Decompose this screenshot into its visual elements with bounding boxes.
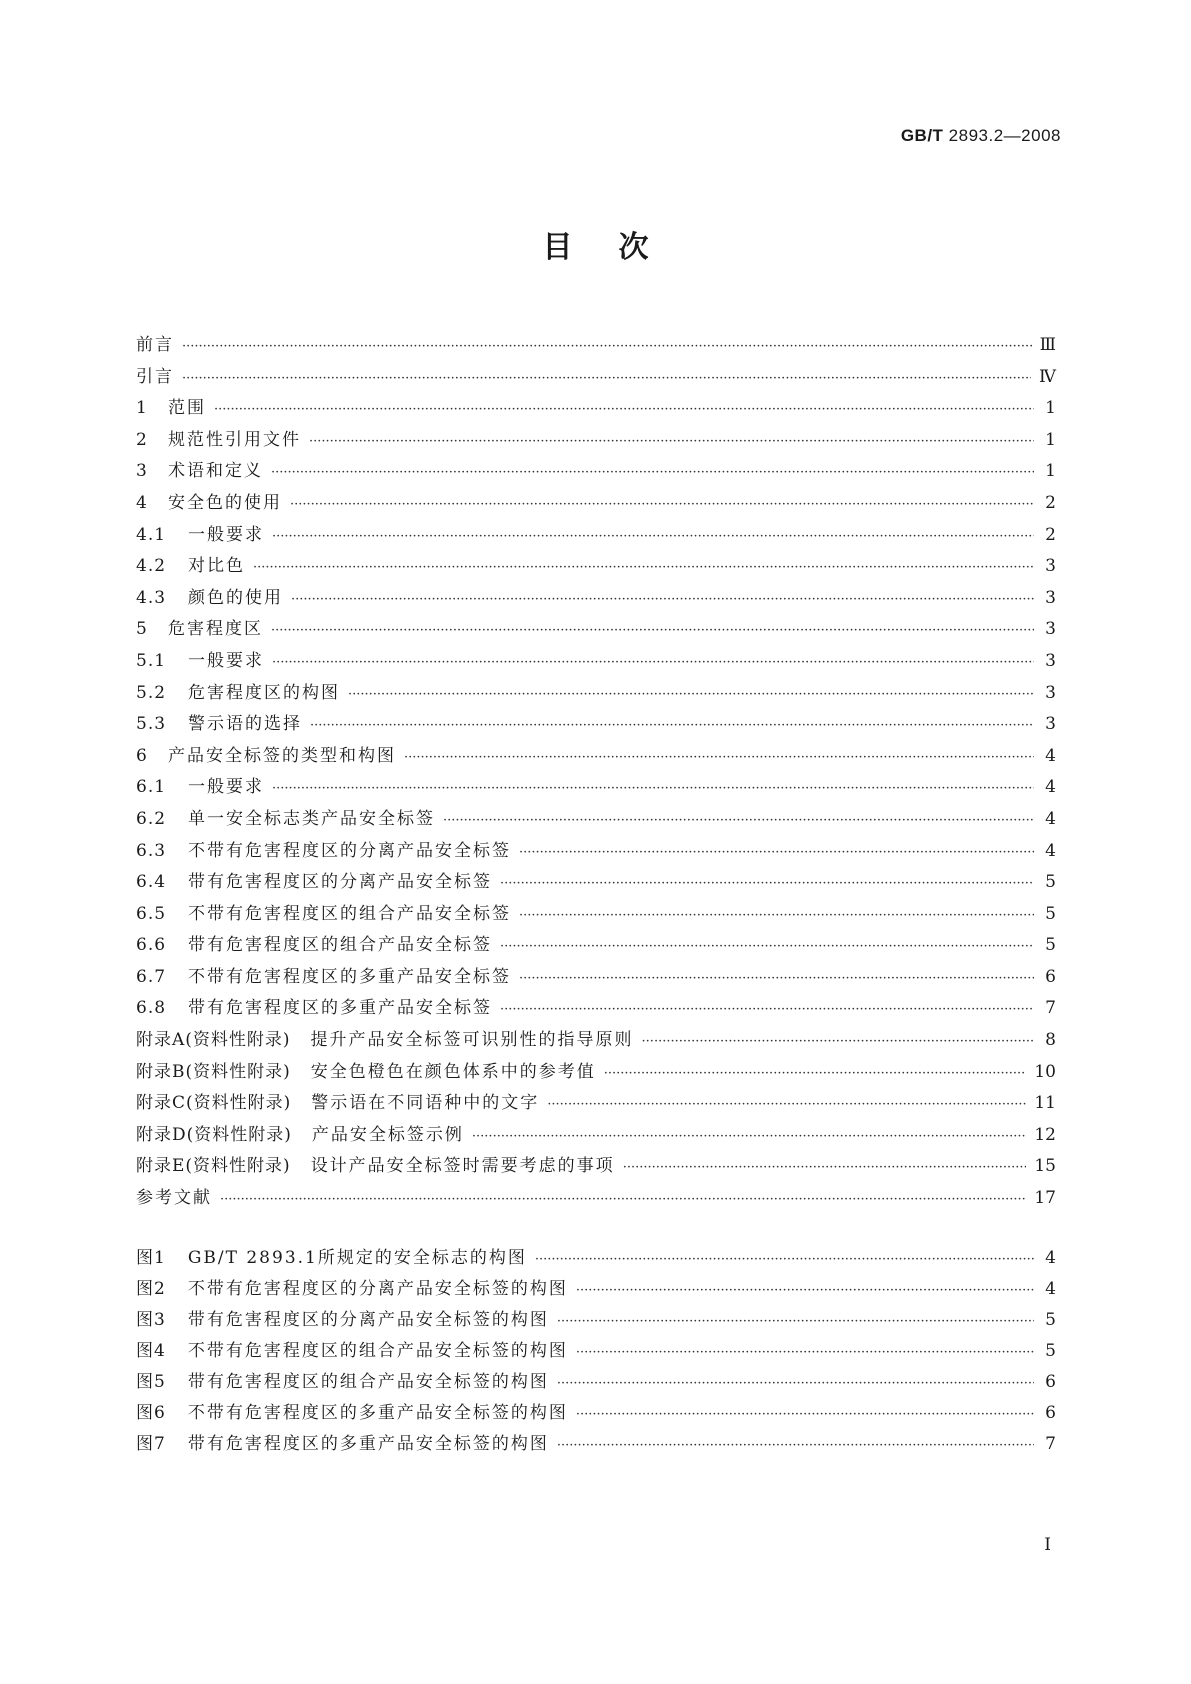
entry-number: 2 <box>136 429 148 450</box>
dot-leader <box>535 1252 1034 1267</box>
figure-entry[interactable] <box>136 1274 1056 1305</box>
entry-number: 图3 <box>136 1310 166 1330</box>
entry-title: 颜色的使用 <box>188 587 283 608</box>
entry-title: GB/T 2893.1所规定的安全标志的构图 <box>187 1248 527 1268</box>
figure-entry[interactable] <box>136 1305 1056 1336</box>
entry-number: 6 <box>136 745 148 766</box>
entry-title: 产品安全标签的类型和构图 <box>168 745 396 766</box>
entry-page-number: 15 <box>1034 1156 1056 1177</box>
entry-number: 图1 <box>136 1248 166 1268</box>
entry-title: 危害程度区的构图 <box>188 682 340 703</box>
entry-title: 对比色 <box>188 556 245 577</box>
toc-entry[interactable] <box>136 646 1056 678</box>
entry-page-number: 4 <box>1045 745 1056 766</box>
toc-entry[interactable] <box>136 993 1056 1025</box>
entry-number: 6.3 <box>136 840 167 861</box>
entry-title: 不带有危害程度区的分离产品安全标签 <box>188 840 511 861</box>
entry-title: 一般要求 <box>188 777 264 798</box>
entry-page-number: 3 <box>1045 556 1056 577</box>
dot-leader <box>348 687 1034 702</box>
entry-number: 图4 <box>136 1341 166 1361</box>
entry-number: 图2 <box>136 1279 166 1299</box>
figure-entry[interactable] <box>136 1367 1056 1398</box>
entry-title: 术语和定义 <box>168 461 263 482</box>
entry-title: 范围 <box>168 398 206 419</box>
entry-page-number: 6 <box>1045 966 1056 987</box>
dot-leader <box>519 908 1034 923</box>
toc-entry[interactable] <box>136 362 1056 394</box>
entry-number: 4.3 <box>136 587 167 608</box>
dot-leader <box>272 781 1034 796</box>
dot-leader <box>519 971 1034 986</box>
entry-number: 4.2 <box>136 556 167 577</box>
entry-number: 附录D(资料性附录) <box>136 1124 292 1145</box>
entry-number: 附录A(资料性附录) <box>136 1030 291 1051</box>
dot-leader <box>272 655 1034 670</box>
entry-page-number: 2 <box>1045 492 1056 513</box>
entry-title: 产品安全标签示例 <box>311 1124 464 1145</box>
entry-page-number: 2 <box>1045 524 1056 545</box>
entry-number: 6.7 <box>136 966 167 987</box>
entry-number: 4 <box>136 492 148 513</box>
figure-entry[interactable] <box>136 1336 1056 1367</box>
entry-title: 安全色橙色在颜色体系中的参考值 <box>310 1061 596 1082</box>
dot-leader <box>220 1192 1026 1207</box>
entry-page-number: 3 <box>1045 650 1056 671</box>
toc-entry[interactable] <box>136 520 1056 552</box>
dot-leader <box>642 1034 1034 1049</box>
entry-number: 3 <box>136 461 148 482</box>
entry-page-number: 1 <box>1045 398 1056 419</box>
dot-leader <box>557 1314 1034 1329</box>
entry-page-number: 17 <box>1034 1188 1056 1209</box>
toc-entry[interactable] <box>136 488 1056 520</box>
entry-page-number: 4 <box>1045 777 1056 798</box>
toc-entry[interactable] <box>136 772 1056 804</box>
toc-entry[interactable] <box>136 1057 1056 1089</box>
dot-leader <box>290 497 1034 512</box>
entry-page-number: 1 <box>1045 429 1056 450</box>
entry-page-number: 11 <box>1034 1093 1056 1114</box>
entry-title: 引言 <box>136 366 174 387</box>
toc-entry[interactable] <box>136 551 1056 583</box>
entry-title: 危害程度区 <box>168 619 263 640</box>
dot-leader <box>500 939 1034 954</box>
dot-leader <box>604 1066 1027 1081</box>
dot-leader <box>500 1002 1034 1017</box>
dot-leader <box>500 876 1034 891</box>
entry-number: 图5 <box>136 1372 166 1392</box>
entry-page-number: 3 <box>1045 714 1056 735</box>
entry-number: 1 <box>136 398 148 419</box>
entry-title: 带有危害程度区的多重产品安全标签的构图 <box>187 1434 549 1454</box>
entry-title: 安全色的使用 <box>168 492 282 513</box>
entry-page-number: 10 <box>1034 1061 1056 1082</box>
toc-entry[interactable] <box>136 330 1056 362</box>
dot-leader <box>576 1407 1034 1422</box>
toc-entry[interactable] <box>136 614 1056 646</box>
entry-title: 带有危害程度区的多重产品安全标签 <box>188 998 492 1019</box>
figure-entry[interactable] <box>136 1243 1056 1274</box>
entry-page-number: 1 <box>1045 461 1056 482</box>
entry-number: 附录C(资料性附录) <box>136 1093 292 1114</box>
dot-leader <box>443 813 1034 828</box>
entry-title: 不带有危害程度区的多重产品安全标签 <box>188 966 511 987</box>
entry-page-number: 5 <box>1045 872 1056 893</box>
dot-leader <box>271 465 1034 480</box>
dot-leader <box>271 623 1034 638</box>
entry-title: 提升产品安全标签可识别性的指导原则 <box>310 1030 634 1051</box>
entry-title: 带有危害程度区的分离产品安全标签 <box>188 872 492 893</box>
entry-page-number: 7 <box>1045 1434 1056 1454</box>
toc-entry[interactable] <box>136 1025 1056 1057</box>
entry-page-number: 3 <box>1045 587 1056 608</box>
figure-entry[interactable] <box>136 1429 1056 1460</box>
entry-page-number: 4 <box>1045 1248 1056 1268</box>
toc-entry[interactable] <box>136 836 1056 868</box>
toc-entry[interactable] <box>136 1151 1056 1183</box>
standard-code-number: 2893.2—2008 <box>948 126 1061 145</box>
toc-entry[interactable] <box>136 930 1056 962</box>
entry-page-number: 5 <box>1045 1341 1056 1361</box>
entry-title: 不带有危害程度区的组合产品安全标签的构图 <box>187 1341 568 1361</box>
entry-title: 参考文献 <box>136 1188 212 1209</box>
entry-page-number: 5 <box>1045 1310 1056 1330</box>
page-number: Ⅰ <box>1044 1535 1051 1555</box>
entry-page-number: Ⅲ <box>1039 335 1056 355</box>
entry-number: 附录B(资料性附录) <box>136 1061 291 1082</box>
entry-page-number: 6 <box>1045 1403 1056 1423</box>
entry-page-number: 3 <box>1045 619 1056 640</box>
toc-entry[interactable] <box>136 962 1056 994</box>
entry-title: 警示语的选择 <box>188 714 302 735</box>
dot-leader <box>253 560 1034 575</box>
dot-leader <box>576 1345 1034 1360</box>
entry-page-number: 4 <box>1045 808 1056 829</box>
entry-number: 6.2 <box>136 808 167 829</box>
entry-number: 5 <box>136 619 148 640</box>
dot-leader <box>519 845 1034 860</box>
entry-title: 前言 <box>136 335 174 355</box>
entry-title: 规范性引用文件 <box>168 429 301 450</box>
entry-title: 带有危害程度区的分离产品安全标签的构图 <box>187 1310 549 1330</box>
entry-page-number: 4 <box>1045 1279 1056 1299</box>
dot-leader <box>310 718 1034 733</box>
entry-title: 带有危害程度区的组合产品安全标签的构图 <box>187 1372 549 1392</box>
dot-leader <box>291 592 1034 607</box>
entry-number: 附录E(资料性附录) <box>136 1156 291 1177</box>
dot-leader <box>547 1097 1026 1112</box>
entry-page-number: 6 <box>1045 1372 1056 1392</box>
entry-page-number: 5 <box>1045 935 1056 956</box>
entry-number: 图7 <box>136 1434 166 1454</box>
toc-entry[interactable] <box>136 867 1056 899</box>
entry-number: 6.1 <box>136 777 167 798</box>
entry-number: 5.2 <box>136 682 167 703</box>
entry-title: 警示语在不同语种中的文字 <box>311 1093 540 1114</box>
entry-number: 6.6 <box>136 935 167 956</box>
entry-page-number: 12 <box>1034 1124 1056 1145</box>
entry-page-number: 4 <box>1045 840 1056 861</box>
dot-leader <box>557 1376 1034 1391</box>
standard-code-prefix: GB/T <box>900 126 944 145</box>
entry-page-number: 5 <box>1045 903 1056 924</box>
toc-entry[interactable] <box>136 1183 1056 1215</box>
toc-entry[interactable] <box>136 393 1056 425</box>
toc-entry[interactable] <box>136 583 1056 615</box>
entry-title: 一般要求 <box>188 524 264 545</box>
dot-leader <box>557 1438 1034 1453</box>
dot-leader <box>472 1129 1026 1144</box>
entry-page-number: 8 <box>1045 1030 1056 1051</box>
entry-number: 4.1 <box>136 524 167 545</box>
entry-title: 不带有危害程度区的分离产品安全标签的构图 <box>187 1279 568 1299</box>
entry-title: 设计产品安全标签时需要考虑的事项 <box>310 1156 615 1177</box>
toc-entry[interactable] <box>136 456 1056 488</box>
figure-list <box>136 1243 1056 1460</box>
entry-title: 带有危害程度区的组合产品安全标签 <box>188 935 492 956</box>
dot-leader <box>182 339 1032 354</box>
toc-entry[interactable] <box>136 1120 1056 1152</box>
dot-leader <box>404 750 1034 765</box>
entry-number: 6.8 <box>136 998 167 1019</box>
dot-leader <box>309 434 1034 449</box>
entry-number: 6.5 <box>136 903 167 924</box>
dot-leader <box>182 371 1031 386</box>
toc-entry[interactable] <box>136 899 1056 931</box>
page-title: 目次 <box>542 230 695 265</box>
entry-page-number: 7 <box>1045 998 1056 1019</box>
dot-leader <box>623 1160 1027 1175</box>
entry-title: 一般要求 <box>188 650 264 671</box>
standard-code <box>901 126 1061 146</box>
entry-number: 5.3 <box>136 714 167 735</box>
entry-title: 单一安全标志类产品安全标签 <box>188 808 435 829</box>
toc-entry[interactable] <box>136 741 1056 773</box>
entry-number: 图6 <box>136 1403 166 1423</box>
entry-number: 5.1 <box>136 650 167 671</box>
dot-leader <box>272 529 1034 544</box>
toc-entry[interactable] <box>136 425 1056 457</box>
entry-page-number: 3 <box>1045 682 1056 703</box>
dot-leader <box>576 1283 1034 1298</box>
toc-entry[interactable] <box>136 678 1056 710</box>
toc-entry[interactable] <box>136 804 1056 836</box>
toc-entry[interactable] <box>136 1088 1056 1120</box>
dot-leader <box>214 402 1034 417</box>
entry-number: 6.4 <box>136 872 167 893</box>
figure-entry[interactable] <box>136 1398 1056 1429</box>
table-of-contents <box>136 330 1056 1215</box>
entry-title: 不带有危害程度区的多重产品安全标签的构图 <box>187 1403 568 1423</box>
entry-title: 不带有危害程度区的组合产品安全标签 <box>188 903 511 924</box>
entry-page-number: Ⅳ <box>1039 366 1056 387</box>
toc-entry[interactable] <box>136 709 1056 741</box>
